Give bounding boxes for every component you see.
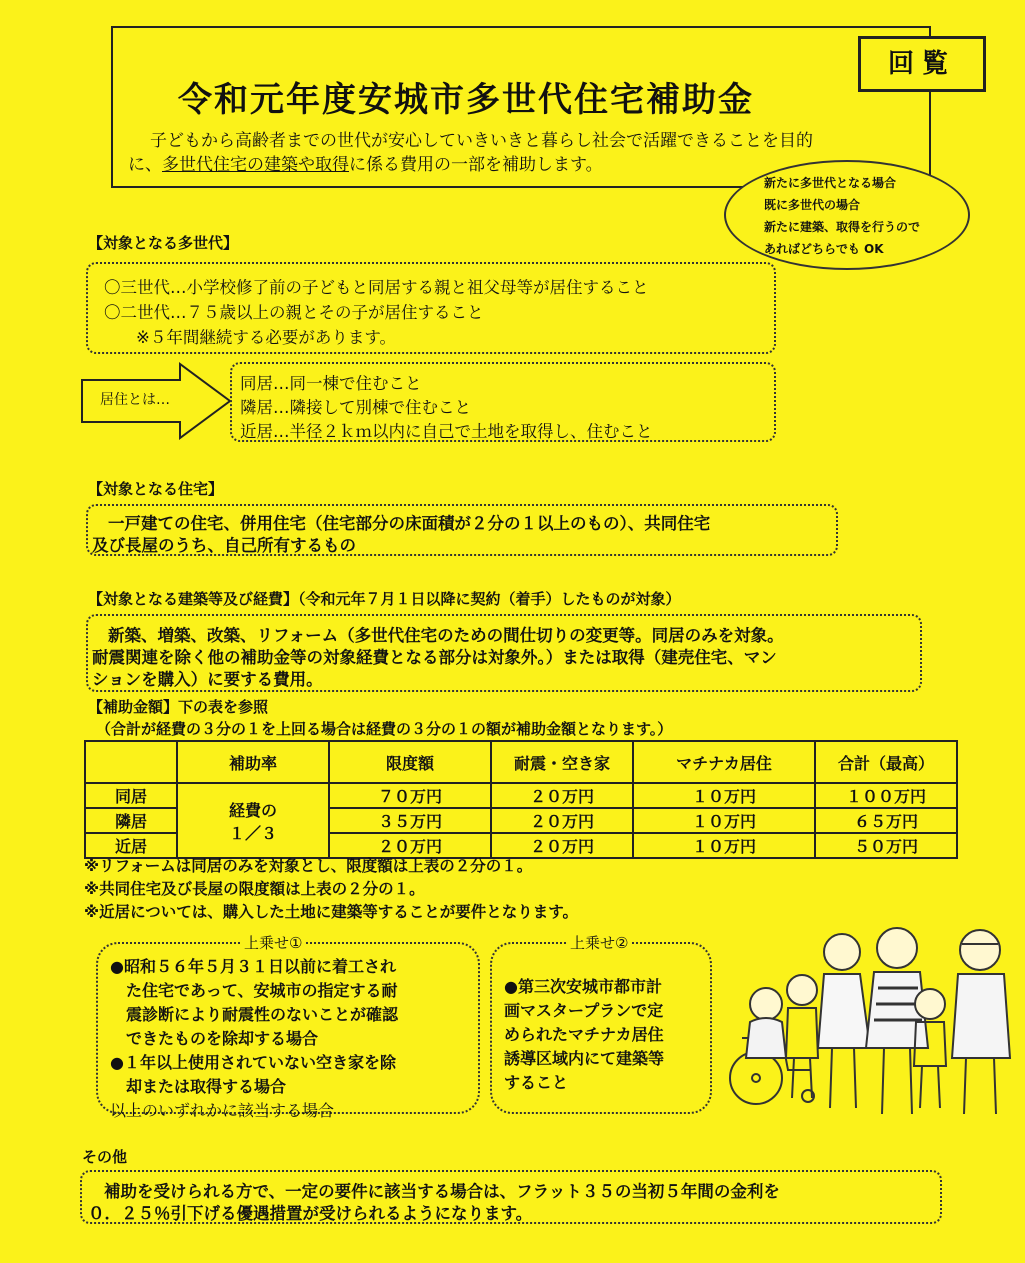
col-rate: 補助率: [177, 741, 329, 783]
table-row: [85, 783, 957, 808]
rate-cell: 経費の １／３: [177, 783, 329, 858]
table-corner: [85, 741, 177, 783]
subsidy-subnote: （合計が経費の３分の１を上回る場合は経費の３分の１の額が補助金額となります。）: [96, 720, 673, 738]
total-cell: １００万円: [815, 783, 957, 808]
col-quake: 耐震・空き家: [491, 741, 633, 783]
bubble-line-4: あればどちらでも OK: [764, 242, 884, 256]
total-cell: ６５万円: [815, 808, 957, 833]
limit-cell: ７０万円: [329, 783, 491, 808]
row-label: 隣居: [85, 808, 177, 833]
row-label: 同居: [85, 783, 177, 808]
family-illustration: [722, 918, 1012, 1118]
bonus1-line: た住宅であって、安城市の指定する耐: [126, 981, 398, 1000]
residence-item-1: 同居…同一棟で住むこと: [240, 374, 422, 393]
limit-cell: ３５万円: [329, 808, 491, 833]
bonus2-title: 上乗せ②: [566, 932, 632, 953]
section-heading-cost: 【対象となる建築等及び経費】（令和元年７月１日以降に契約（着手）したものが対象）: [88, 590, 681, 608]
bonus1-line: 却または取得する場合: [126, 1077, 287, 1096]
bubble-line-2: 既に多世代の場合: [764, 198, 861, 212]
housing-line-1: 一戸建ての住宅、併用住宅（住宅部分の床面積が２分の１以上のもの）、共同住宅: [108, 514, 711, 533]
subsidy-note-3: ※近居については、購入した土地に建築等することが要件となります。: [84, 903, 579, 921]
other-line-2: ０．２５％引下げる優遇措置が受けられるようになります。: [88, 1204, 533, 1223]
other-box: [80, 1170, 942, 1224]
bonus1-condition: 以上のいずれかに該当する場合: [110, 1101, 335, 1120]
machinaka-cell: １０万円: [633, 783, 815, 808]
circulation-stamp: 回覧: [858, 36, 986, 92]
bubble-line-1: 新たに多世代となる場合: [764, 176, 897, 190]
cost-line-2: 耐震関連を除く他の補助金等の対象経費となる部分は対象外。）または取得（建売住宅、マン: [92, 648, 777, 667]
quake-cell: ２０万円: [491, 833, 633, 858]
subsidy-table: [84, 740, 958, 859]
bonus1-line: できたものを除却する場合: [126, 1029, 319, 1048]
housing-line-2: 及び長屋のうち、自己所有するもの: [92, 536, 356, 555]
section-heading-housing: 【対象となる住宅】: [88, 480, 224, 498]
section-heading-other: その他: [82, 1148, 128, 1166]
machinaka-cell: １０万円: [633, 808, 815, 833]
residence-box: [230, 362, 776, 442]
bonus1-title: 上乗せ①: [240, 932, 306, 953]
housing-box: [86, 504, 838, 556]
row-label: 近居: [85, 833, 177, 858]
intro-line-2: に、多世代住宅の建築や取得に係る費用の一部を補助します。: [128, 155, 603, 175]
bonus2-line: 誘導区域内にて建築等: [504, 1049, 665, 1068]
generation-box: [86, 262, 776, 354]
bonus2-line: ●第三次安城市都市計: [504, 977, 662, 996]
speech-bubble: [724, 160, 970, 270]
section-heading-generation: 【対象となる多世代】: [88, 234, 239, 252]
bonus1-line: ●昭和５６年５月３１日以前に着工され: [110, 957, 396, 976]
col-machinaka: マチナカ居住: [633, 741, 815, 783]
page-title: 令和元年度安城市多世代住宅補助金: [178, 80, 754, 120]
bonus2-line: 画マスタープランで定: [504, 1001, 664, 1020]
residence-item-2: 隣居…隣接して別棟で住むこと: [240, 398, 471, 417]
bubble-line-3: 新たに建築、取得を行うので: [764, 220, 921, 234]
quake-cell: ２０万円: [491, 808, 633, 833]
generation-note: ※５年間継続する必要があります。: [136, 328, 397, 347]
bonus1-line: 震診断により耐震性のないことが確認: [126, 1005, 399, 1024]
cost-line-3: ションを購入）に要する費用。: [92, 670, 323, 689]
bonus1-line: ●１年以上使用されていない空き家を除: [110, 1053, 396, 1072]
quake-cell: ２０万円: [491, 783, 633, 808]
arrow-label: 居住とは…: [100, 392, 170, 408]
generation-item-1: 〇三世代…小学校修了前の子どもと同居する親と祖父母等が居住すること: [104, 278, 649, 297]
generation-item-2: 〇二世代…７５歳以上の親とその子が居住すること: [104, 303, 484, 322]
bonus2-line: すること: [504, 1073, 569, 1092]
total-cell: ５０万円: [815, 833, 957, 858]
section-heading-subsidy: 【補助金額】下の表を参照: [88, 698, 269, 716]
cost-box: [86, 614, 922, 692]
col-limit: 限度額: [329, 741, 491, 783]
limit-cell: ２０万円: [329, 833, 491, 858]
subsidy-note-1: ※リフォームは同居のみを対象とし、限度額は上表の２分の１。: [84, 857, 533, 875]
bonus2-line: められたマチナカ居住: [504, 1025, 664, 1044]
intro-line-1: 子どもから高齢者までの世代が安心していきいきと暮らし社会で活躍できることを目的: [150, 131, 813, 151]
residence-item-3: 近居…半径２ｋｍ以内に自己で土地を取得し、住むこと: [240, 422, 653, 441]
other-line-1: 補助を受けられる方で、一定の要件に該当する場合は、フラット３５の当初５年間の金利を: [104, 1182, 780, 1201]
table-header-row: [85, 741, 957, 783]
wheelchair-wheel-icon: [730, 1052, 782, 1104]
cost-line-1: 新築、増築、改築、リフォーム（多世代住宅のための間仕切りの変更等。同居のみを対象。: [108, 626, 784, 645]
subsidy-note-2: ※共同住宅及び長屋の限度額は上表の２分の１。: [84, 880, 425, 898]
machinaka-cell: １０万円: [633, 833, 815, 858]
col-total: 合計（最高）: [815, 741, 957, 783]
